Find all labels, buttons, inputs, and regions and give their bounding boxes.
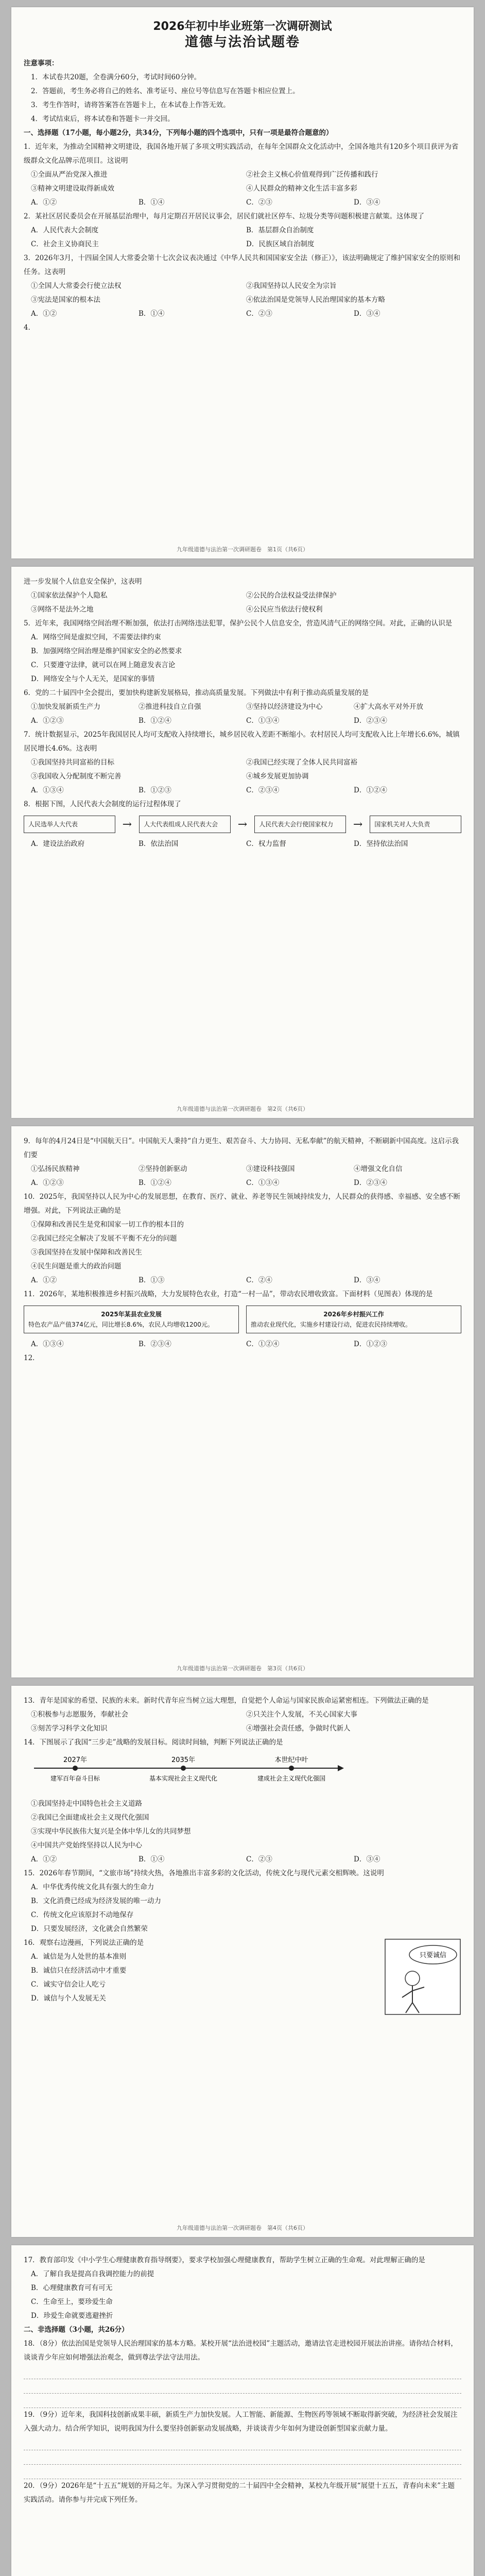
exam-page-3 — [11, 1126, 474, 1677]
q7-choice: C．②③④ — [246, 786, 280, 794]
arrow-right-icon: → — [237, 818, 248, 831]
q10-opt: ③我国坚持在发展中保障和改善民生 — [31, 1248, 142, 1257]
q4-opt: ④公民应当依法行使权利 — [246, 605, 323, 614]
q9-stem: 9．每年的4月24日是“中国航天日”。中国航天人秉持“自力更生、艰苦奋斗、大力协同、无私奉献”的航天精神，不断刷新中国高度。这启示我们要 — [24, 1137, 459, 1159]
q8-choice: C．权力监督 — [246, 840, 286, 848]
q7-choice: A．①③④ — [31, 786, 64, 794]
q15-opt: D．只要发展经济，文化就会自然繁荣 — [31, 1925, 148, 1933]
q6-choice: C．①③④ — [246, 717, 280, 725]
q9-opt: ④增强文化自信 — [354, 1165, 403, 1173]
timeline-dot — [73, 1766, 78, 1771]
q14-opt: ④中国共产党始终坚持以人民为中心 — [31, 1841, 142, 1850]
q2-choice: B．基层群众自治制度 — [246, 226, 314, 234]
notes-line: 3．考生作答时，请将答案答在答题卡上，在本试卷上作答无效。 — [31, 101, 230, 109]
q3-opt: ②我国坚持以人民安全为宗旨 — [246, 282, 337, 290]
q16-stem: 16．观察右边漫画，下列说法正确的是 — [24, 1939, 144, 1947]
q11-choice: D．①②③ — [354, 1340, 387, 1348]
q8-choice: A．建设法治政府 — [31, 840, 85, 848]
q3-stem: 3．2026年3月，十四届全国人大常委会第十七次会议表决通过《中华人民共和国国家安全法（修正）》，该法明确规定了维护国家安全的原则和任务。这表明 — [24, 254, 461, 276]
q3-opt: ④依法治国是党领导人民治理国家的基本方略 — [246, 296, 385, 304]
q15-stem: 15．2026年春节期间，“文旅市场”持续火热，各地推出丰富多彩的文化活动，传统文化与现代元素交相辉映。这说明 — [24, 1869, 384, 1877]
q1-choice: D．③④ — [354, 198, 380, 207]
q7-stem: 7．统计数据显示，2025年我国居民人均可支配收入持续增长，城乡居民收入差距不断缩小。农村居民人均可支配收入比上年增长6.6%，城镇居民增长4.6%。这表明 — [24, 731, 460, 753]
q13-opt: ④增强社会责任感，争做时代新人 — [246, 1724, 351, 1733]
exam-page-5 — [11, 2245, 474, 2576]
flow-box: 人民代表大会行使国家权力 — [254, 816, 346, 833]
q10-choice: A．①② — [31, 1276, 57, 1284]
flow-box: 国家机关对人大负责 — [370, 816, 461, 833]
q5-stem: 5．近年来，我国网络空间治理不断加强，依法打击网络违法犯罪，保护公民个人信息安全，营造风清气正的网络空间。对此，正确的认识是 — [24, 619, 453, 628]
q15-opt: A．中华优秀传统文化具有强大的生命力 — [31, 1883, 154, 1891]
q11-choice: C．①②④ — [246, 1340, 280, 1348]
exam-title: 2026年初中毕业班第一次调研测试 — [153, 20, 332, 33]
q1-choice: C．②③ — [246, 198, 272, 207]
q6-choice: A．①②③ — [31, 717, 64, 725]
q7-opt: ③我国收入分配制度不断完善 — [31, 772, 122, 781]
q10-choice: B．①③ — [138, 1276, 165, 1284]
exam-page-2 — [11, 567, 474, 1118]
page-footer — [11, 545, 474, 553]
q8-choice: B．依法治国 — [138, 840, 179, 848]
q15-opt: C．传统文化应该原封不动地保存 — [31, 1911, 134, 1919]
footer-text: 九年级道德与法治第一次调研题卷 — [177, 546, 262, 553]
section1-heading: 一、选择题（17小题，每小题2分，共34分，下列每小题的四个选项中，只有一项是最符合题意的） — [24, 129, 333, 137]
q7-choice: D．①②④ — [354, 786, 387, 794]
flow-box: 人大代表组成人民代表大会 — [139, 816, 231, 833]
info-box — [24, 1306, 239, 1333]
q10-choice: D．③④ — [354, 1276, 380, 1284]
section2-heading: 二、非选择题（3小题，共26分） — [24, 2326, 129, 2334]
page-footer — [11, 1105, 474, 1113]
q13-opt: ①积极参与志愿服务，奉献社会 — [31, 1710, 128, 1719]
q4-opt: ②公民的合法权益受法律保护 — [246, 591, 337, 600]
q14-choice: A．①② — [31, 1855, 57, 1863]
notes-line: 4．考试结束后，将本试卷和答题卡一并交回。 — [31, 115, 175, 123]
timeline-dot — [181, 1766, 186, 1771]
q16-comic-illustration — [384, 1938, 461, 2015]
q3-choice: B．①④ — [138, 310, 165, 318]
q10-stem: 10．2025年，我国坚持以人民为中心的发展思想，在教育、医疗、就业、养老等民生领域持续发力，人民群众的获得感、幸福感、安全感不断增强。对此，下列说法正确的是 — [24, 1193, 461, 1215]
answer-line — [24, 2450, 461, 2465]
q16-opt: D．诚信与个人发展无关 — [31, 1994, 106, 2003]
timeline-year: 本世纪中叶 — [274, 1756, 308, 1764]
q1-choice: B．①④ — [138, 198, 165, 207]
exam-page-1 — [11, 7, 474, 558]
q8-stem: 8．根据下图，人民代表大会制度的运行过程体现了 — [24, 800, 181, 808]
timeline-dot — [289, 1766, 294, 1771]
q2-choice: C．社会主义协商民主 — [31, 240, 99, 248]
answer-line — [24, 2394, 461, 2408]
q17-opt: B．心理健康教育可有可无 — [31, 2284, 113, 2292]
q6-opt: ③坚持以经济建设为中心 — [246, 703, 323, 711]
q13-opt: ②只关注个人发展，不关心国家大事 — [246, 1710, 357, 1719]
exam-subject: 道德与法治试题卷 — [184, 35, 300, 50]
page-number: 第4页（共6页） — [267, 2225, 308, 2231]
q3-opt: ①全国人大常委会行使立法权 — [31, 282, 122, 290]
q10-choice: C．②④ — [246, 1276, 272, 1284]
q6-opt: ①加快发展新质生产力 — [31, 703, 100, 711]
q8-choice: D．坚持依法治国 — [354, 840, 408, 848]
flow-box: 人民选举人大代表 — [24, 816, 115, 833]
person-head-icon — [405, 1971, 420, 1986]
q5-opt: D．网络安全与个人无关，是国家的事情 — [31, 675, 155, 683]
q14-stem: 14．下图展示了我国“三步走”战略的发展目标。阅读时间轴，判断下列说法正确的是 — [24, 1738, 283, 1747]
q6-opt: ②推进科技自立自强 — [138, 703, 201, 711]
q3-choice: C．②③ — [246, 310, 272, 318]
q10-opt: ④民生问题是重大的政治问题 — [31, 1262, 122, 1270]
timeline-year: 2035年 — [171, 1756, 196, 1764]
q11-choice: B．②③④ — [138, 1340, 171, 1348]
footer-text: 九年级道德与法治第一次调研题卷 — [177, 1665, 262, 1672]
q14-opt: ③实现中华民族伟大复兴是全体中华儿女的共同梦想 — [31, 1827, 191, 1836]
q1-choice: A．①② — [31, 198, 57, 207]
notes-line: 2．答题前，考生务必将自己的姓名、准考证号、座位号等信息写在答题卡相应位置上。 — [31, 87, 300, 95]
q14-timeline — [29, 1753, 348, 1789]
q1-stem: 1．近年来，为推动全国精神文明建设，我国各地开展了多项文明实践活动，在每年全国群众文化活动中，全国各地共有120多个项目获评为省级群众文化品牌示范项目。这说明 — [24, 143, 459, 165]
q3-opt: ③宪法是国家的根本法 — [31, 296, 100, 304]
q5-opt: B．加强网络空间治理是维护国家安全的必然要求 — [31, 647, 182, 655]
timeline-label: 基本实现社会主义现代化 — [149, 1775, 218, 1782]
q9-choice: B．①②④ — [138, 1179, 171, 1187]
page-footer — [11, 1664, 474, 1672]
page-footer — [11, 2224, 474, 2232]
q9-choice: D．②③④ — [354, 1179, 387, 1187]
q11-info-boxes — [24, 1306, 461, 1333]
q4-opt: ③网络不是法外之地 — [31, 605, 94, 614]
q20-stem: 20．（9分）2026年是“十五五”规划的开局之年。为深入学习贯彻党的二十届四中全会精神，某校九年级开展“展望十五五，青春向未来”主题实践活动。请你参与并完成下列任务。 — [24, 2482, 455, 2504]
q14-choice: C．②③ — [246, 1855, 272, 1863]
timeline-year: 2027年 — [63, 1756, 88, 1764]
q3-choice: D．③④ — [354, 310, 380, 318]
q6-stem: 6．党的二十届四中全会提出，要加快构建新发展格局，推动高质量发展。下列做法中有利于推动高质量发展的是 — [24, 689, 369, 697]
q14-choice: D．③④ — [354, 1855, 380, 1863]
answer-line — [24, 2465, 461, 2479]
comic-caption: 只要诚信 — [419, 1952, 447, 1959]
arrow-right-icon: → — [353, 818, 363, 831]
q6-choice: B．①②④ — [138, 717, 171, 725]
timeline-label: 建成社会主义现代化强国 — [257, 1775, 326, 1782]
q14-choice: B．①④ — [138, 1855, 165, 1863]
notes-line: 1．本试卷共20题，全卷满分60分，考试时间60分钟。 — [31, 73, 201, 81]
q8-flow-diagram — [24, 816, 461, 833]
q5-opt: A．网络空间是虚拟空间，不需要法律约束 — [31, 633, 161, 641]
info-box-title: 2026年乡村振兴工作 — [323, 1311, 384, 1318]
q14-opt: ②我国已全面建成社会主义现代化强国 — [31, 1814, 149, 1822]
footer-text: 九年级道德与法治第一次调研题卷 — [177, 2225, 262, 2231]
q9-choice: A．①②③ — [31, 1179, 64, 1187]
q11-stem: 11．2026年，某地积极推进乡村振兴战略，大力发展特色农业，打造“一村一品”，带动农民增收致富。下面材料（见图表）体现的是 — [24, 1290, 433, 1298]
q3-choice: A．①② — [31, 310, 57, 318]
q11-choice: A．①③④ — [31, 1340, 64, 1348]
q1-opt: ②社会主义核心价值观得到广泛传播和践行 — [246, 171, 378, 179]
notes-heading: 注意事项： — [24, 59, 59, 67]
q10-opt: ①保障和改善民生是党和国家一切工作的根本目的 — [31, 1221, 184, 1229]
q14-opt: ①我国坚持走中国特色社会主义道路 — [31, 1800, 142, 1808]
q18-stem: 18．（8分）依法治国是党领导人民治理国家的基本方略。某校开展“法治进校园”主题活动，邀请法官走进校园开展法治讲座。请你结合材料，谈谈青少年应如何增强法治观念，做到尊法学法守法用法。 — [24, 2340, 458, 2362]
q4-continued: 进一步发展个人信息安全保护，这表明 — [24, 578, 142, 586]
exam-page-4 — [11, 1686, 474, 2237]
page-number: 第1页（共6页） — [267, 546, 308, 553]
q4-opt: ①国家依法保护个人隐私 — [31, 591, 108, 600]
timeline-arrowhead — [338, 1765, 344, 1771]
q2-stem: 2．某社区居民委员会在开展基层治理中，每月定期召开居民议事会，居民们就社区停车、垃圾分类等问题积极建言献策。这体现了 — [24, 212, 425, 221]
q17-opt: A．了解自我是提高自我调控能力的前提 — [31, 2270, 154, 2278]
q5-opt: C．只要遵守法律，就可以在网上随意发表言论 — [31, 661, 176, 669]
q9-opt: ②坚持创新驱动 — [138, 1165, 187, 1173]
q13-opt: ③刻苦学习科学文化知识 — [31, 1724, 108, 1733]
q16-opt: A．诚信是为人处世的基本准则 — [31, 1953, 127, 1961]
q13-stem: 13．青年是国家的希望、民族的未来。新时代青年应当树立远大理想，自觉把个人命运与国家民族命运紧密相连。下列做法正确的是 — [24, 1697, 429, 1705]
q17-opt: D．珍爱生命就要逃避挫折 — [31, 2312, 113, 2320]
q12-stem: 12． — [24, 1354, 40, 1362]
page-number: 第3页（共6页） — [267, 1665, 308, 1672]
q6-opt: ④扩大高水平对外开放 — [354, 703, 423, 711]
arrow-right-icon: → — [122, 818, 132, 831]
q7-opt: ④城乡发展更加协调 — [246, 772, 309, 781]
q2-choice: D．民族区域自治制度 — [246, 240, 315, 248]
q16-opt: B．诚信只在经济活动中才重要 — [31, 1967, 127, 1975]
answer-line — [24, 2379, 461, 2394]
q6-choice: D．②③④ — [354, 717, 387, 725]
q17-stem: 17．教育部印发《中小学生心理健康教育指导纲要》，要求学校加强心理健康教育，帮助学生树立正确的生命观。对此理解正确的是 — [24, 2256, 425, 2264]
q1-opt: ①全面从严治党深入推进 — [31, 171, 108, 179]
q2-choice: A．人民代表大会制度 — [31, 226, 99, 234]
timeline-label: 建军百年奋斗目标 — [50, 1775, 100, 1782]
q4-stem: 4． — [24, 324, 36, 332]
page-number: 第2页（共6页） — [267, 1106, 308, 1112]
q7-opt: ②我国已经实现了全体人民共同富裕 — [246, 758, 357, 767]
q9-choice: C．①③④ — [246, 1179, 280, 1187]
q7-choice: B．①②③ — [138, 786, 171, 794]
q7-opt: ①我国坚持共同富裕的目标 — [31, 758, 114, 767]
q10-opt: ②我国已经完全解决了发展不平衡不充分的问题 — [31, 1234, 177, 1243]
q17-opt: C．生命至上，要珍爱生命 — [31, 2298, 113, 2306]
q16-opt: C．诚实守信会让人吃亏 — [31, 1980, 106, 1989]
answer-line — [24, 2365, 461, 2379]
info-box-title: 2025年某县农业发展 — [101, 1311, 162, 1318]
footer-text: 九年级道德与法治第一次调研题卷 — [177, 1106, 262, 1112]
q1-opt: ④人民群众的精神文化生活丰富多彩 — [246, 184, 357, 193]
q15-opt: B．文化消费已经成为经济发展的唯一动力 — [31, 1897, 161, 1905]
info-box — [246, 1306, 461, 1333]
q9-opt: ③建设科技强国 — [246, 1165, 295, 1173]
info-box-body: 特色农产品产值374亿元，同比增长8.6%，农民人均增收1200元。 — [28, 1321, 214, 1328]
info-box-body: 推动农业现代化，实施乡村建设行动，促进农民持续增收。 — [251, 1321, 412, 1328]
q9-opt: ①弘扬民族精神 — [31, 1165, 80, 1173]
q19-stem: 19．（9分）近年来，我国科技创新成果丰硕，新质生产力加快发展。人工智能、新能源、生物医药等领域不断取得新突破，为经济社会发展注入强大动力。结合所学知识，说明我国为什么要坚持创新驱动发展战略，并谈谈青少年如何为建设创新型国家贡献力量。 — [24, 2411, 458, 2433]
q1-opt: ③精神文明建设取得新成效 — [31, 184, 114, 193]
answer-line — [24, 2436, 461, 2450]
